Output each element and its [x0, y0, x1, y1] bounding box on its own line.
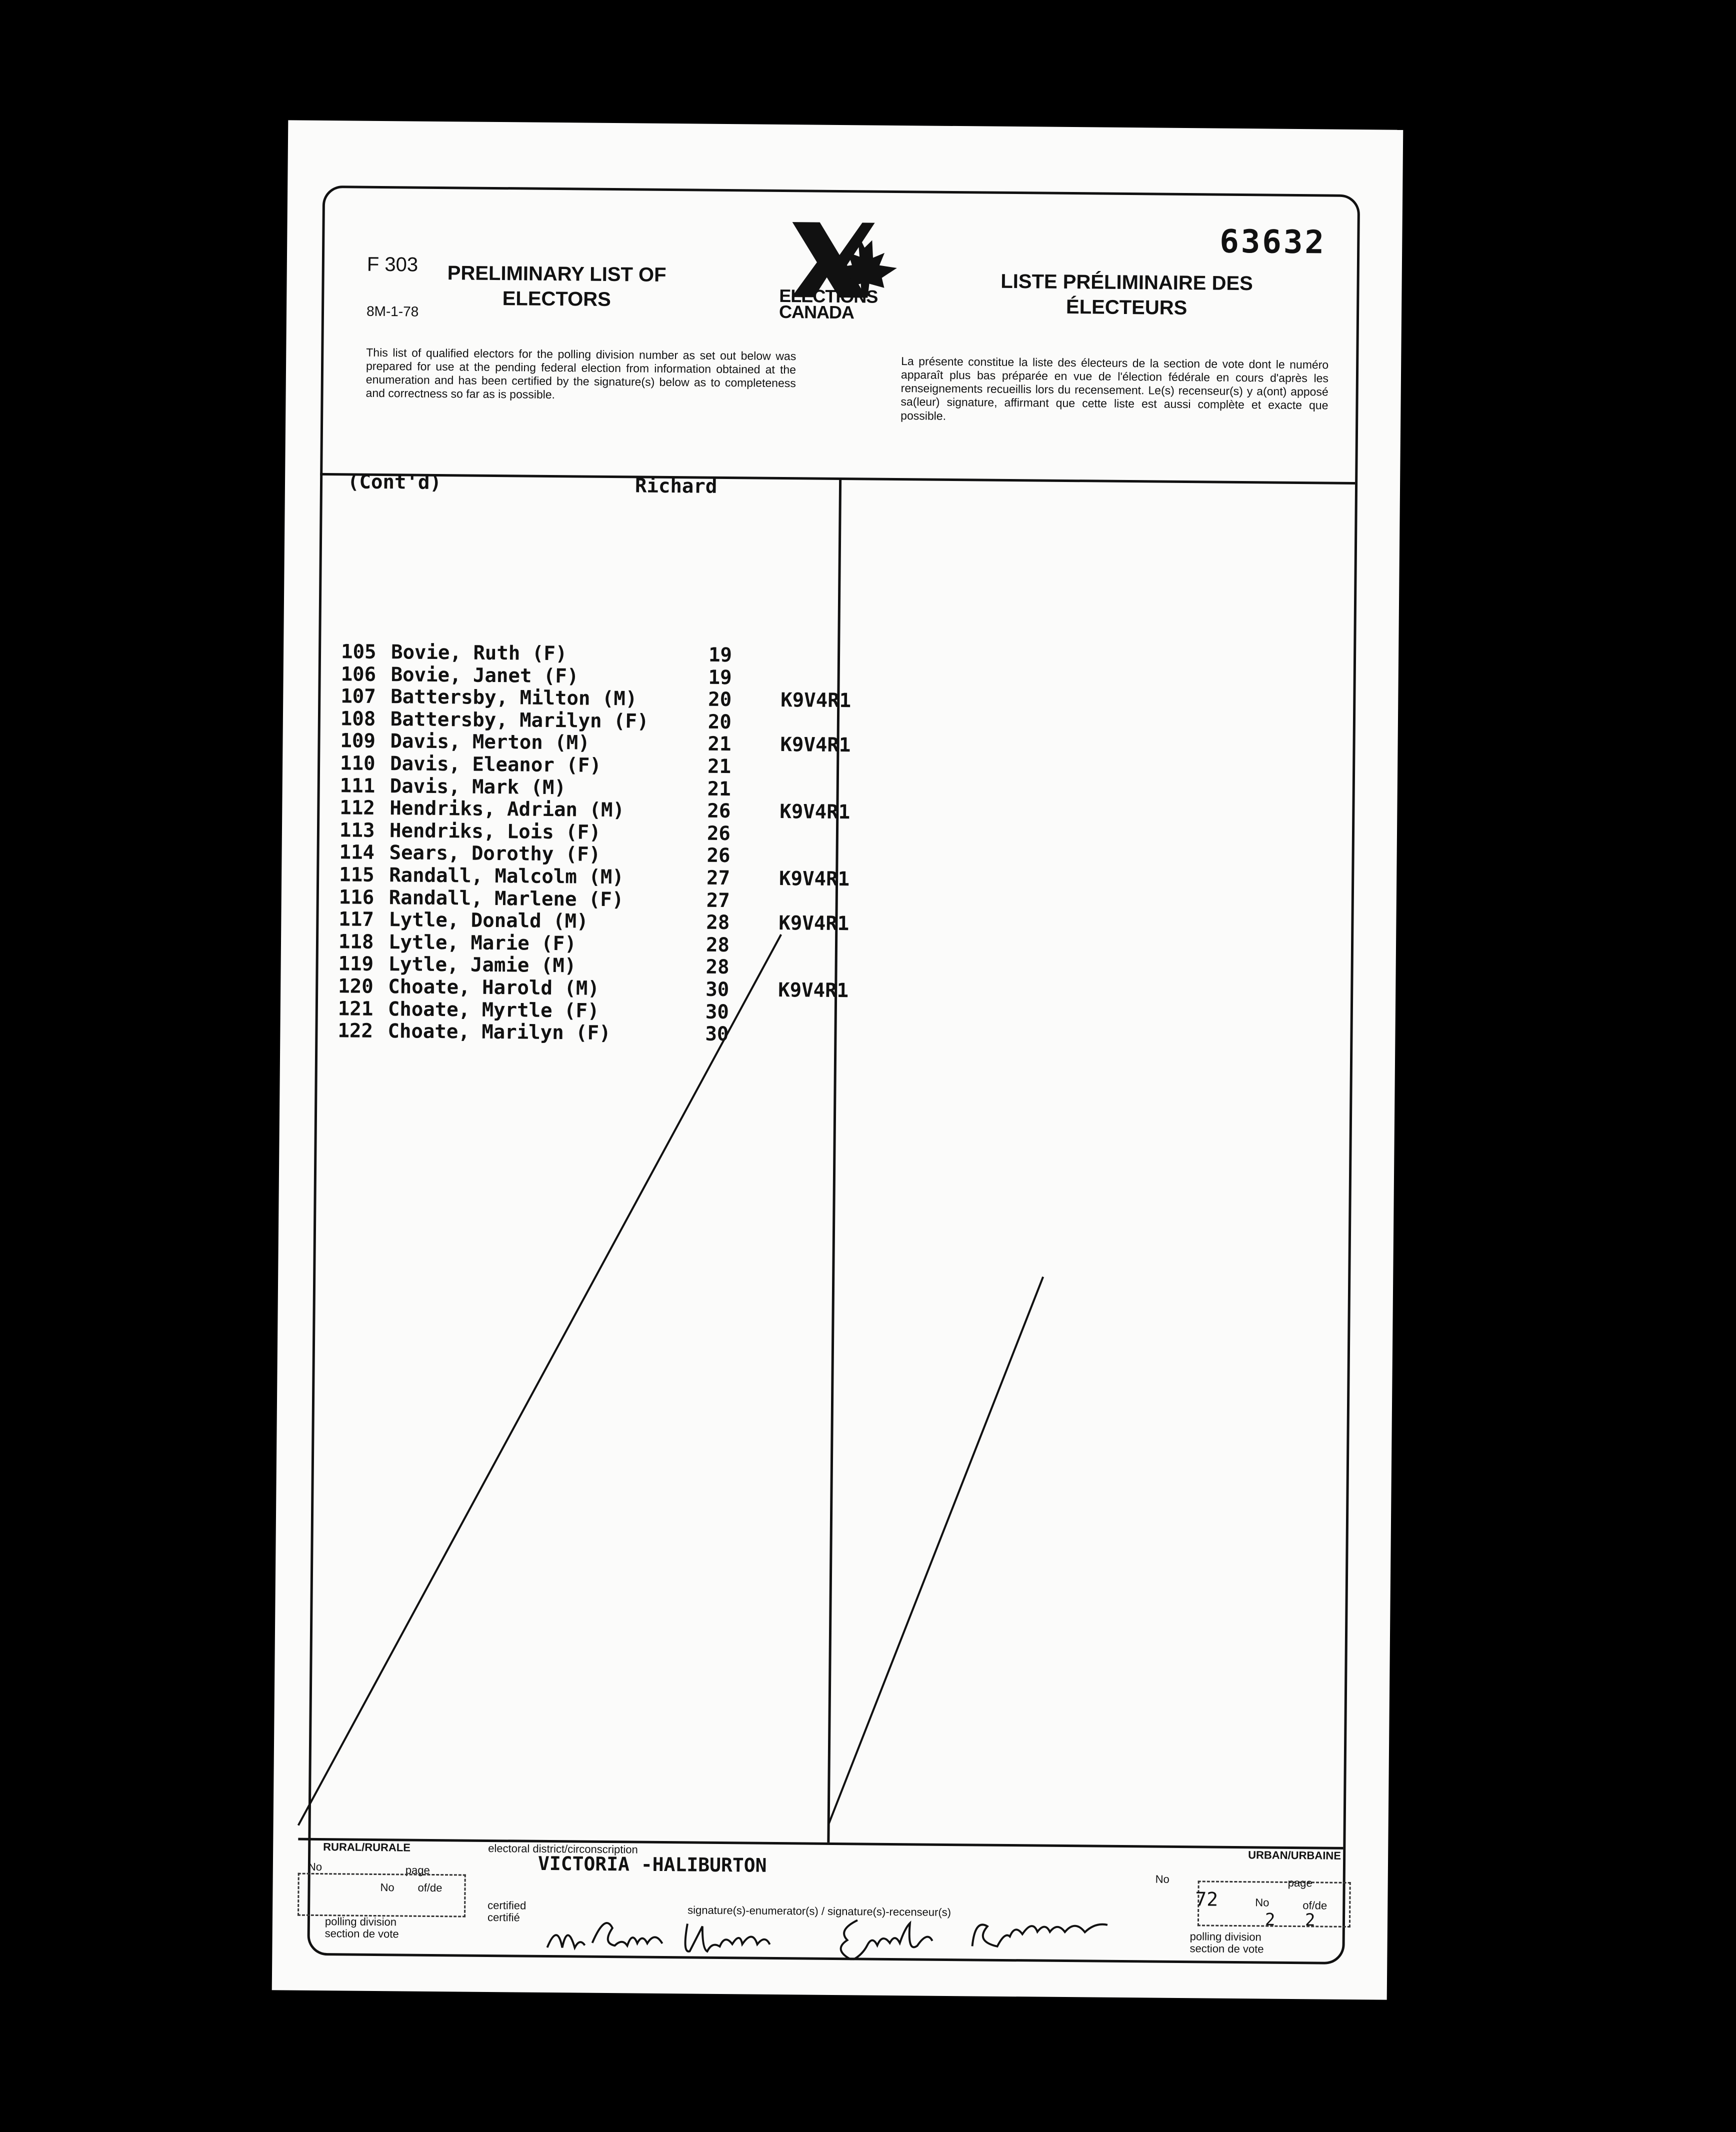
elector-name: Lytle, Donald (M) [388, 908, 588, 933]
elector-number: 107 [340, 685, 376, 708]
intro-french: La présente constitue la liste des électeurs de la section de vote dont le numéro apparaît plus bas préparée en vue de l'élection fédérale en cours d'après les renseignements recueillis lors du recensement. Le(s) recenseur(s) y a(ont) apposé sa(leur) signature, affirmant que cette liste est aussi complète et exacte que possible. [900, 354, 1329, 422]
elector-name: Bovie, Janet (F) [390, 663, 579, 688]
elector-name: Sears, Dorothy (F) [389, 842, 601, 866]
elector-address: 26 [706, 822, 731, 845]
elector-number: 118 [338, 930, 374, 954]
elector-address: 28 [706, 911, 730, 934]
elector-name: Hendriks, Lois (F) [389, 819, 601, 844]
intro-english: This list of qualified electors for the polling division number as set out below was prepared for use at the pending federal election from information obtained at the enumeration and has been certified by the signature(s) below as to completeness and correctness so far as is possible. [366, 346, 796, 402]
page-number: 2 [1264, 1910, 1276, 1930]
serial-number: 63632 [1219, 223, 1326, 262]
elector-postal-code: K9V4R1 [780, 800, 850, 824]
page-of-number: 2 [1304, 1910, 1316, 1930]
elector-address: 28 [706, 934, 730, 956]
cross-out-line-left [298, 930, 782, 1830]
elector-number: 108 [340, 708, 376, 730]
elector-number: 120 [338, 975, 374, 998]
electors-list-page [272, 120, 1404, 2000]
elector-name: Bovie, Ruth (F) [390, 641, 568, 666]
title-english: PRELIMINARY LIST OF ELECTORS [447, 262, 666, 310]
urban-polling-number: 72 [1195, 1888, 1218, 1910]
rural-no-label: No [308, 1860, 322, 1874]
urban-page-no-label: No [1255, 1896, 1270, 1909]
elector-name: Randall, Malcolm (M) [388, 864, 624, 889]
elector-name: Battersby, Milton (M) [390, 686, 638, 710]
elector-address: 19 [708, 644, 732, 667]
elector-name: Davis, Eleanor (F) [390, 752, 602, 777]
continued-label: (Cont'd) [347, 470, 442, 494]
urban-page-label: page [1288, 1876, 1312, 1890]
elector-address: 20 [708, 688, 732, 712]
elector-number: 112 [340, 796, 376, 820]
elector-address: 27 [706, 889, 730, 912]
title-french: LISTE PRÉLIMINAIRE DES ÉLECTEURS [1000, 270, 1254, 320]
elector-postal-code: K9V4R1 [780, 689, 852, 712]
elector-name: Hendriks, Adrian (M) [390, 797, 625, 822]
elector-address: 30 [705, 1000, 729, 1024]
elector-postal-code: K9V4R1 [778, 912, 850, 936]
elector-address: 26 [706, 844, 730, 868]
elector-number: 106 [340, 662, 376, 686]
elector-number: 117 [338, 908, 374, 932]
certified-label: certified certifié [487, 1898, 526, 1924]
rural-label: RURAL/RURALE [323, 1840, 411, 1854]
elector-address: 30 [705, 1022, 729, 1046]
poll-heading: Richard [634, 474, 718, 498]
elector-address: 26 [707, 800, 731, 823]
elector-number: 113 [339, 819, 375, 842]
elector-address: 27 [706, 866, 730, 890]
elector-number: 105 [340, 640, 376, 664]
elector-address: 28 [706, 956, 730, 979]
elector-address: 21 [707, 778, 731, 800]
form-number: F 303 [366, 253, 418, 276]
logo-line-1: ELECTIONS [779, 285, 878, 307]
cross-out-lines [272, 120, 1404, 2000]
form-code: 8M-1-78 [366, 303, 419, 320]
district-label: electoral district/circonscription [488, 1842, 638, 1856]
elector-address: 21 [707, 755, 732, 778]
elector-name: Choate, Myrtle (F) [388, 998, 600, 1022]
elector-postal-code: K9V4R1 [778, 867, 850, 891]
urban-no-label: No [1155, 1872, 1170, 1886]
urban-polling-division-label: polling division section de vote [1190, 1930, 1264, 1956]
elector-name: Lytle, Jamie (M) [388, 953, 576, 978]
elector-postal-code: K9V4R1 [780, 734, 851, 757]
rural-page-label: page [405, 1864, 430, 1876]
elector-name: Choate, Marilyn (F) [388, 1020, 611, 1045]
rural-of-label: of/de [418, 1881, 442, 1894]
logo-line-2: CANADA [778, 302, 854, 323]
signature-label: signature(s)-enumerator(s) / signature(s)-recenseur(s) [688, 1904, 952, 1919]
elector-number: 110 [340, 752, 376, 775]
elector-name: Davis, Mark (M) [390, 774, 566, 799]
elector-number: 114 [339, 841, 375, 864]
rural-number-box [298, 1873, 466, 1918]
elector-number: 115 [338, 864, 374, 886]
elector-number: 122 [338, 1020, 374, 1043]
rural-polling-division-label: polling division section de vote [324, 1915, 399, 1940]
enumerator-signature-2 [837, 1910, 1188, 1963]
elector-postal-code: K9V4R1 [778, 978, 849, 1002]
elector-number: 116 [338, 886, 374, 909]
elector-number: 121 [338, 997, 374, 1020]
elector-name: Lytle, Marie (F) [388, 930, 576, 956]
elector-number: 109 [340, 730, 376, 753]
district-value: VICTORIA -HALIBURTON [538, 1852, 767, 1876]
rural-page-no-label: No [380, 1881, 394, 1894]
urban-label: URBAN/URBAINE [1248, 1848, 1342, 1862]
cross-out-line-right [828, 1275, 1044, 1827]
elector-name: Battersby, Marilyn (F) [390, 708, 649, 733]
elector-number: 119 [338, 952, 374, 976]
elector-name: Davis, Merton (M) [390, 730, 590, 755]
elector-address: 19 [708, 666, 732, 689]
elector-address: 20 [708, 710, 732, 734]
elector-address: 30 [706, 978, 730, 1002]
elector-name: Randall, Marlene (F) [388, 886, 624, 911]
elector-number: 111 [340, 774, 376, 798]
elector-address: 21 [708, 733, 732, 756]
urban-of-label: of/de [1302, 1899, 1328, 1912]
elector-name: Choate, Harold (M) [388, 976, 600, 1000]
